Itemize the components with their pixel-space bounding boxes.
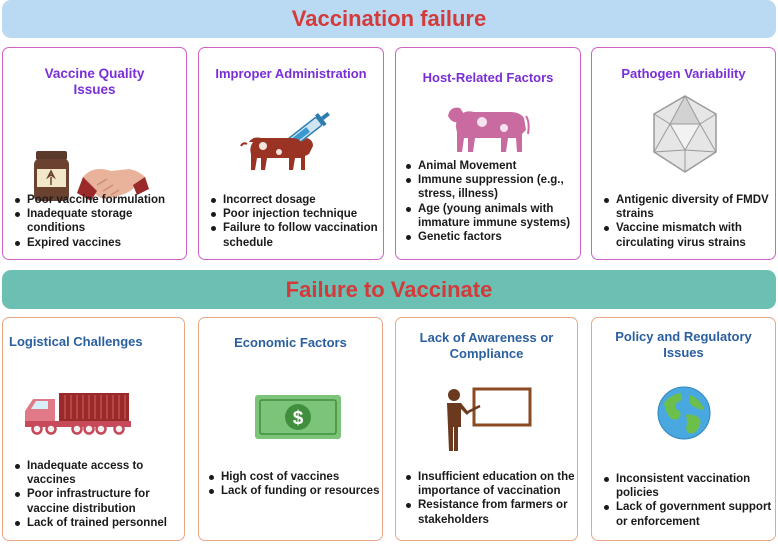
list-item: Poor infrastructure for vaccine distribution — [15, 487, 183, 515]
list-item: High cost of vaccines — [209, 470, 381, 484]
bullet-list — [209, 470, 381, 498]
list-item: Poor injection technique — [211, 207, 381, 221]
list-item: Immune suppression (e.g., stress, illness) — [406, 173, 581, 201]
cow-icon — [444, 100, 532, 156]
card-pathogen-variability — [591, 47, 776, 260]
bullet-list — [211, 193, 381, 250]
card-title: Lack of Awareness or Compliance — [419, 330, 554, 361]
virus-capsid-icon — [652, 94, 718, 174]
list-item: Lack of trained personnel — [15, 516, 183, 530]
list-item: Insufficient education on the importance of vaccination — [406, 470, 578, 498]
card-title: Logistical Challenges — [9, 334, 143, 349]
list-item: Lack of funding or resources — [209, 484, 381, 498]
card-title: Vaccine Quality Issues — [44, 66, 145, 97]
list-item: Vaccine mismatch with circulating virus strains — [604, 221, 774, 249]
list-item: Expired vaccines — [15, 236, 185, 250]
card-title: Improper Administration — [215, 66, 367, 81]
card-vaccine-quality-issues — [2, 47, 187, 260]
banner-title: Vaccination failure — [291, 6, 487, 31]
list-item: Genetic factors — [406, 230, 581, 244]
card-title: Pathogen Variability — [621, 66, 746, 81]
list-item: Inadequate storage conditions — [15, 207, 185, 235]
syringe-cow-icon — [235, 102, 340, 174]
dollar-bill-icon — [254, 394, 342, 440]
bullet-list — [604, 472, 774, 529]
list-item: Age (young animals with immature immune systems) — [406, 202, 581, 230]
bullet-list — [604, 193, 774, 250]
bullet-list — [15, 459, 183, 530]
globe-icon — [656, 385, 712, 441]
truck-icon — [23, 391, 133, 435]
card-logistical-challenges — [2, 317, 185, 541]
card-title: Host-Related Factors — [422, 70, 554, 85]
list-item: Animal Movement — [406, 159, 581, 173]
list-item: Inconsistent vaccination policies — [604, 472, 774, 500]
bullet-list — [406, 159, 581, 244]
list-item: Poor vaccine formulation — [15, 193, 185, 207]
card-policy-and-regulatory-issues — [591, 317, 776, 541]
card-title: Economic Factors — [234, 335, 347, 350]
card-title: Policy and Regulatory Issues — [615, 329, 752, 360]
card-economic-factors — [198, 317, 383, 541]
banner-title: Failure to Vaccinate — [285, 276, 493, 302]
list-item: Inadequate access to vaccines — [15, 459, 183, 487]
bullet-list — [406, 470, 578, 527]
card-host-related-factors — [395, 47, 581, 260]
teacher-board-icon — [442, 386, 534, 454]
list-item: Lack of government support or enforcement — [604, 500, 774, 528]
list-item: Failure to follow vaccination schedule — [211, 221, 381, 249]
card-lack-of-awareness-or-compliance — [395, 317, 578, 541]
card-improper-administration — [198, 47, 384, 260]
failure-to-vaccinate-banner — [2, 270, 776, 309]
list-item: Antigenic diversity of FMDV strains — [604, 193, 774, 221]
list-item: Incorrect dosage — [211, 193, 381, 207]
vaccination-failure-banner — [2, 0, 776, 38]
svg-text:$: $ — [292, 408, 304, 429]
bullet-list — [15, 193, 185, 250]
list-item: Resistance from farmers or stakeholders — [406, 498, 578, 526]
